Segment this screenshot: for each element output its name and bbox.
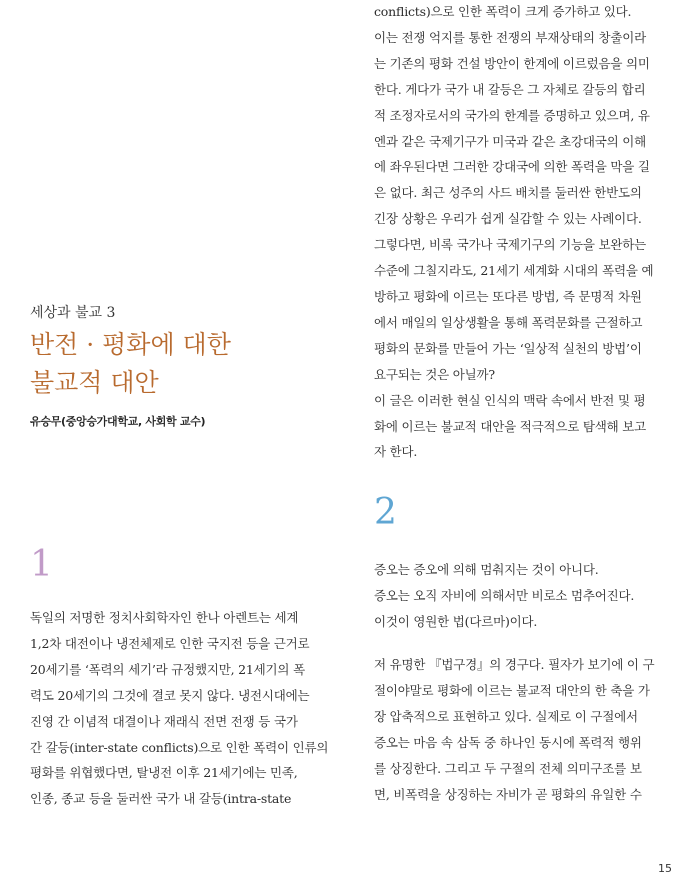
text-line: 자 한다.	[374, 444, 418, 460]
text-line: 증오는 마음 속 삼독 중 하나인 동시에 폭력적 행위	[374, 734, 642, 750]
text-line: 화에 이르는 불교적 대안을 적극적으로 탐색해 보고	[374, 418, 647, 434]
text-line: 그렇다면, 비록 국가나 국제기구의 기능을 보완하는	[374, 237, 647, 253]
title-line: 불교적 대안	[30, 368, 159, 397]
section-number-2: 2	[374, 492, 397, 533]
text-line: 은 없다. 최근 성주의 사드 배치를 둘러싼 한반도의	[374, 185, 642, 201]
article-title	[30, 326, 231, 402]
text-line: 진영 간 이념적 대결이나 재래식 전면 전쟁 등 국가	[30, 713, 298, 729]
quote-line: 증오는 오직 자비에 의해서만 비로소 멈추어진다.	[374, 587, 635, 603]
text-line: 저 유명한 『법구경』의 경구다. 필자가 보기에 이 구	[374, 657, 655, 672]
section-2-body	[374, 652, 674, 807]
text-line: 이는 전쟁 억지를 통한 전쟁의 부재상태의 창출이라	[374, 29, 647, 45]
text-line: 에 좌우된다면 그러한 강대국에 의한 폭력을 막을 길	[374, 159, 650, 175]
text-line: conflicts)으로 인한 폭력이 크게 증가하고 있다.	[374, 4, 632, 19]
text-line: 요구되는 것은 아닐까?	[374, 366, 495, 382]
page-number: 15	[658, 862, 672, 875]
text-line: 1,2차 대전이나 냉전체제로 인한 국지전 등을 근거로	[30, 635, 310, 651]
text-line: 적 조정자로서의 국가의 한계를 증명하고 있으며, 유	[374, 107, 650, 123]
section-number-1: 1	[30, 544, 53, 585]
text-line: 간 갈등(inter-state conflicts)으로 인한 폭력이 인류의	[30, 739, 329, 755]
text-line: 방하고 평화에 이르는 또다른 방법, 즉 문명적 차원	[374, 288, 642, 304]
text-line: 는 기존의 평화 건설 방안이 한계에 이르렀음을 의미	[374, 55, 650, 71]
author-byline: 유승무(중앙승가대학교, 사회학 교수)	[30, 415, 206, 428]
title-line: 반전 · 평화에 대한	[30, 330, 231, 359]
continued-text	[374, 0, 674, 465]
text-line: 장 압축적으로 표현하고 있다. 실제로 이 구절에서	[374, 708, 638, 724]
text-line: 에서 매일의 일상생활을 통해 폭력문화를 근절하고	[374, 314, 643, 330]
text-line: 한다. 게다가 국가 내 갈등은 그 자체로 갈등의 합리	[374, 81, 646, 97]
text-line: 면, 비폭력을 상징하는 자비가 곧 평화의 유일한 수	[374, 786, 642, 802]
series-label: 세상과 불교 3	[30, 305, 116, 321]
quote-line: 이것이 영원한 법(다르마)이다.	[374, 613, 538, 629]
text-line: 엔과 같은 국제기구가 미국과 같은 초강대국의 이해	[374, 133, 647, 149]
text-line: 인종, 종교 등을 둘러싼 국가 내 갈등(intra-state	[30, 791, 292, 807]
text-line: 를 상징한다. 그리고 두 구절의 전체 의미구조를 보	[374, 760, 642, 776]
section-1-body	[30, 605, 330, 812]
text-line: 력도 20세기의 그것에 결코 못지 않다. 냉전시대에는	[30, 687, 310, 703]
dhammapada-quote	[374, 557, 674, 635]
quote-line: 증오는 증오에 의해 멈춰지는 것이 아니다.	[374, 562, 599, 577]
text-line: 20세기를 ‘폭력의 세기’라 규정했지만, 21세기의 폭	[30, 661, 305, 677]
text-line: 독일의 저명한 정치사회학자인 한나 아렌트는 세계	[30, 610, 299, 625]
text-line: 평화를 위협했다면, 탈냉전 이후 21세기에는 민족,	[30, 765, 298, 781]
text-line: 이 글은 이러한 현실 인식의 맥락 속에서 반전 및 평	[374, 392, 646, 408]
text-line: 절이야말로 평화에 이르는 불교적 대안의 한 축을 가	[374, 682, 650, 698]
text-line: 평화의 문화를 만들어 가는 ‘일상적 실천의 방법’이	[374, 340, 642, 356]
text-line: 수준에 그칠지라도, 21세기 세계화 시대의 폭력을 예	[374, 263, 654, 279]
text-line: 긴장 상황은 우리가 쉽게 실감할 수 있는 사례이다.	[374, 211, 642, 227]
